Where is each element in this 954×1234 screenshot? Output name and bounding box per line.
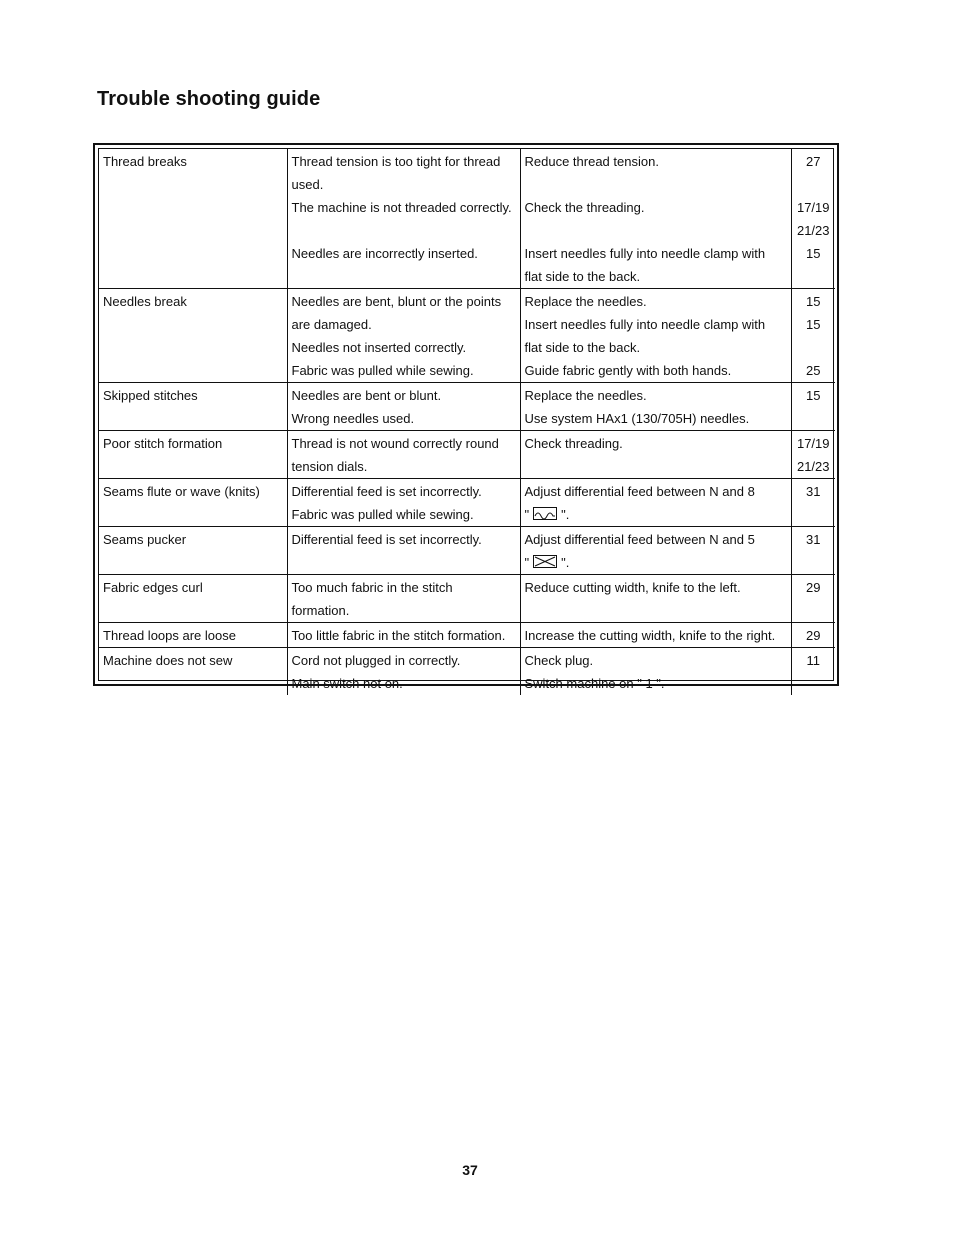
- cause-line: are damaged.: [291, 317, 372, 332]
- remedy-cell: [520, 289, 791, 383]
- remedy-line: Check threading.: [524, 436, 623, 451]
- page-ref-cell: [791, 575, 835, 623]
- page-ref-line: 29: [806, 580, 821, 595]
- trouble-shooting-table: [99, 149, 835, 695]
- page-ref-line: 11: [806, 653, 820, 668]
- cause-cell: [287, 623, 520, 648]
- page-title: Trouble shooting guide: [97, 88, 321, 110]
- cause-cell: [287, 383, 520, 431]
- cause-line: The machine is not threaded correctly.: [291, 200, 512, 215]
- cause-line: Cord not plugged in correctly.: [291, 653, 461, 668]
- page-ref-cell: [791, 527, 835, 575]
- feed-setting-line: [525, 551, 787, 574]
- cause-cell: [287, 479, 520, 527]
- problem-text: Poor stitch formation: [103, 436, 223, 451]
- remedy-line: Check the threading.: [524, 200, 645, 215]
- quote-close: ".: [561, 507, 570, 522]
- cause-line: formation.: [291, 603, 350, 618]
- cause-cell: [287, 527, 520, 575]
- cause-line: used.: [291, 177, 324, 192]
- page-ref-line: 15: [806, 388, 821, 403]
- page-number: 37: [462, 1162, 478, 1178]
- table-row: [99, 648, 835, 696]
- remedy-cell: [520, 648, 791, 696]
- problem-cell: [99, 648, 287, 696]
- problem-cell: [99, 527, 287, 575]
- gathered-feed-icon: [533, 555, 557, 568]
- remedy-line: [525, 219, 787, 242]
- page-ref-cell: [791, 623, 835, 648]
- remedy-line: Check plug.: [524, 653, 594, 668]
- problem-text: Fabric edges curl: [103, 580, 203, 595]
- cause-line: Main switch not on.: [291, 676, 403, 691]
- problem-text: Skipped stitches: [103, 388, 198, 403]
- problem-cell: [99, 623, 287, 648]
- cause-line: Needles are bent or blunt.: [291, 388, 442, 403]
- problem-cell: [99, 289, 287, 383]
- cause-line: Thread is not wound correctly round: [291, 436, 499, 451]
- feed-setting-line: [525, 503, 787, 526]
- remedy-cell: [520, 527, 791, 575]
- cause-line: Differential feed is set incorrectly.: [291, 484, 482, 499]
- cause-cell: [287, 149, 520, 289]
- remedy-cell: [520, 431, 791, 479]
- problem-cell: [99, 149, 287, 289]
- table-row: [99, 575, 835, 623]
- remedy-line: Use system HAx1 (130/705H) needles.: [524, 411, 750, 426]
- cause-line: Needles are incorrectly inserted.: [291, 246, 478, 261]
- cause-line: [292, 219, 516, 242]
- remedy-line: Insert needles fully into needle clamp with: [524, 246, 766, 261]
- remedy-line: Switch machine on " 1 ".: [524, 676, 665, 691]
- page-ref-cell: [791, 149, 835, 289]
- problem-text: Needles break: [103, 294, 187, 309]
- remedy-line: [525, 173, 787, 196]
- page-ref-line: 21/23: [796, 459, 830, 474]
- remedy-line: Reduce cutting width, knife to the left.: [524, 580, 741, 595]
- problem-cell: [99, 431, 287, 479]
- remedy-line: Reduce thread tension.: [524, 154, 659, 169]
- cause-line: Needles are bent, blunt or the points: [291, 294, 502, 309]
- page-ref-line: [796, 336, 832, 359]
- page-ref-line: 29: [806, 628, 821, 643]
- remedy-line: Guide fabric gently with both hands.: [524, 363, 732, 378]
- quote-close: ".: [561, 555, 570, 570]
- problem-text: Thread breaks: [103, 154, 187, 169]
- cause-cell: [287, 648, 520, 696]
- cause-line: Too little fabric in the stitch formation.: [291, 628, 506, 643]
- problem-text: Seams flute or wave (knits): [103, 484, 260, 499]
- page-ref-line: 27: [806, 154, 821, 169]
- problem-cell: [99, 479, 287, 527]
- page-ref-line: 15: [806, 317, 821, 332]
- quote-open: ": [524, 555, 530, 570]
- page-ref-cell: [791, 479, 835, 527]
- page-ref-line: [796, 173, 832, 196]
- cause-line: Wrong needles used.: [291, 411, 415, 426]
- page-ref-cell: [791, 648, 835, 696]
- table-row: [99, 149, 835, 289]
- page-ref-line: 15: [806, 246, 821, 261]
- remedy-line: Increase the cutting width, knife to the right.: [524, 628, 776, 643]
- page-ref-line: 17/19: [796, 436, 830, 451]
- page-ref-line: 21/23: [796, 223, 830, 238]
- table-row: [99, 289, 835, 383]
- table-row: [99, 479, 835, 527]
- remedy-cell: [520, 383, 791, 431]
- remedy-cell: [520, 149, 791, 289]
- page-ref-line: 15: [806, 294, 821, 309]
- cause-line: Fabric was pulled while sewing.: [291, 507, 474, 522]
- remedy-line: Adjust differential feed between N and 8: [524, 484, 755, 499]
- table-row: [99, 431, 835, 479]
- page-ref-line: 31: [806, 484, 821, 499]
- cause-cell: [287, 431, 520, 479]
- table-row: [99, 623, 835, 648]
- problem-cell: [99, 575, 287, 623]
- remedy-line: flat side to the back.: [524, 269, 641, 284]
- problem-text: Machine does not sew: [103, 653, 233, 668]
- remedy-line: Replace the needles.: [524, 294, 647, 309]
- problem-text: Seams pucker: [103, 532, 187, 547]
- page-ref-line: 31: [806, 532, 821, 547]
- page-ref-line: 25: [806, 363, 821, 378]
- table-row: [99, 383, 835, 431]
- cause-line: Differential feed is set incorrectly.: [291, 532, 482, 547]
- remedy-line: Insert needles fully into needle clamp with: [524, 317, 766, 332]
- cause-line: Fabric was pulled while sewing.: [291, 363, 474, 378]
- cause-line: Needles not inserted correctly.: [291, 340, 467, 355]
- wavy-feed-icon: [533, 507, 557, 520]
- quote-open: ": [524, 507, 530, 522]
- remedy-cell: [520, 575, 791, 623]
- page-ref-cell: [791, 289, 835, 383]
- page-ref-line: 17/19: [796, 200, 830, 215]
- remedy-line: Adjust differential feed between N and 5: [524, 532, 755, 547]
- problem-text: Thread loops are loose: [103, 628, 236, 643]
- page-ref-cell: [791, 431, 835, 479]
- problem-cell: [99, 383, 287, 431]
- remedy-cell: [520, 623, 791, 648]
- cause-line: Too much fabric in the stitch: [291, 580, 453, 595]
- cause-line: tension dials.: [291, 459, 368, 474]
- table-row: [99, 527, 835, 575]
- cause-line: Thread tension is too tight for thread: [291, 154, 501, 169]
- cause-cell: [287, 575, 520, 623]
- cause-cell: [287, 289, 520, 383]
- page-ref-cell: [791, 383, 835, 431]
- trouble-shooting-table-frame: [93, 143, 839, 691]
- remedy-line: Replace the needles.: [524, 388, 647, 403]
- remedy-line: flat side to the back.: [524, 340, 641, 355]
- remedy-cell: [520, 479, 791, 527]
